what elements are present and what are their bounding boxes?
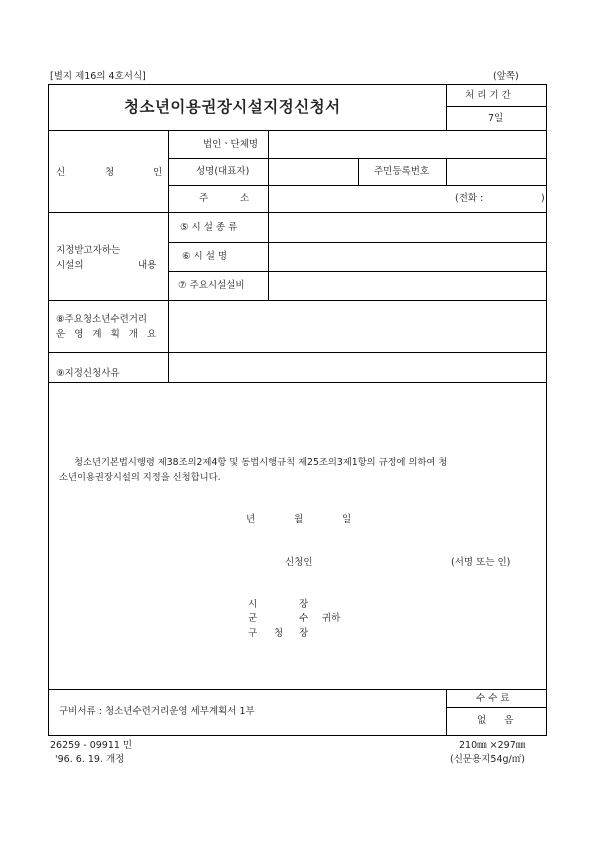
recipient-char: 수 [299,613,309,624]
date-month: 월 [294,514,304,525]
recipient-char: 군 [248,613,258,624]
facility-type-label: ⑤ 시 설 종 류 [180,222,238,233]
statement-line1: 청소년기본법시행령 제38조의2제4항 및 동법시행규칙 제25조의3제1항의 규정에 의하여 청 [74,457,448,468]
processing-period-value: 7일 [488,113,504,124]
footer-code: 26259 - 09911 민 [50,740,133,751]
footer-paper: (신문용지54g/㎡) [450,754,525,765]
plan-label-line1: ⑧주요청소년수련거리 [56,314,148,325]
address-field[interactable] [270,187,450,211]
processing-period-label: 처 리 기 간 [465,90,511,101]
phone-close-paren: ) [541,193,545,204]
facility-label-line1: 지정받고자하는 [56,245,121,256]
recipient-addressee: 귀하 [322,613,341,624]
phone-label: (전화 : [455,193,484,204]
recipient-char: 시 [248,599,258,610]
form-ref: [별지 제16의 4호서식] [50,71,146,82]
phone-field[interactable] [496,188,538,210]
resident-no-field[interactable] [448,160,545,184]
corp-name-label: 법인ㆍ단체명 [203,139,259,150]
footer-size: 210㎜ ×297㎜ [459,740,526,751]
applicant-label-char: 청 [105,167,115,178]
plan-label-line2: 운 영 계 획 개 요 [56,329,160,340]
facility-name-field[interactable] [270,244,545,270]
reason-field[interactable] [170,354,545,381]
statement-line2: 소년이용권장시설의 지정을 신청합니다. [59,472,221,483]
facility-label-line2b: 내용 [138,260,157,271]
recipient-char: 장 [299,599,309,610]
fee-value: 없 음 [477,715,514,726]
sign-note: (서명 또는 인) [451,557,511,568]
recipient-char: 청 [274,628,284,639]
facility-label-line2a: 시설의 [56,260,84,271]
facility-equipment-field[interactable] [270,273,545,299]
corp-name-field[interactable] [270,132,357,157]
applicant-label-char: 인 [153,167,163,178]
name-label: 성명(대표자) [196,166,250,177]
page-side: (앞쪽) [493,71,519,82]
name-field[interactable] [270,160,357,184]
plan-field[interactable] [170,302,545,351]
recipient-char: 장 [299,628,309,639]
facility-type-field[interactable] [270,214,545,241]
date-year: 년 [246,514,256,525]
reason-label: ⑨지정신청사유 [56,368,120,379]
fee-label: 수 수 료 [476,693,510,704]
form-title: 청소년이용권장시설지정신청서 [124,98,341,116]
resident-no-label: 주민등록번호 [374,166,430,177]
recipient-char: 구 [248,628,258,639]
date-day: 일 [342,514,352,525]
address-label-char: 주 [199,193,209,204]
signature-field[interactable] [330,552,440,572]
footer-revision: '96. 6. 19. 개정 [55,754,125,765]
attachments-note: 구비서류 : 청소년수련거리운영 세부계획서 1부 [59,706,255,717]
signer-label: 신청인 [285,557,313,568]
facility-name-label: ⑥ 시 설 명 [182,251,228,262]
address-label-char: 소 [240,193,250,204]
facility-equipment-label: ⑦ 주요시설설비 [178,280,245,291]
applicant-label-char: 신 [56,167,66,178]
